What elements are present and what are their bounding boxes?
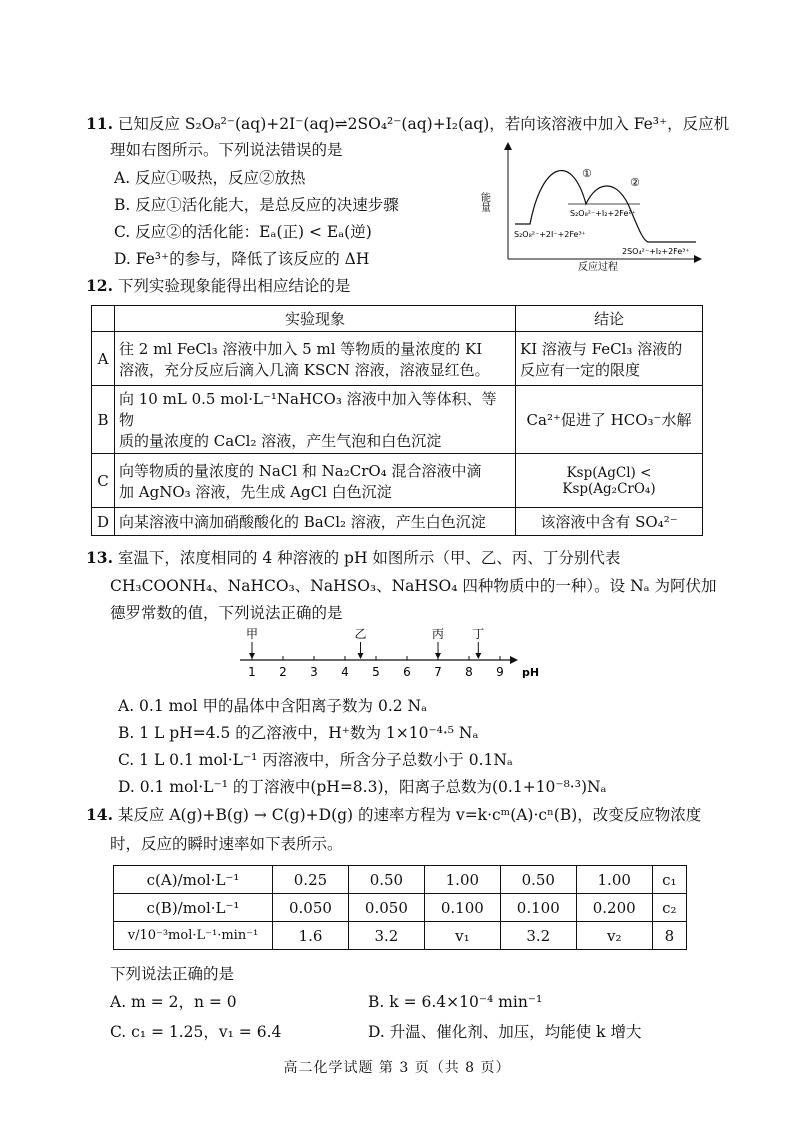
ph-tick-label: 8	[465, 665, 473, 679]
table-row	[114, 922, 687, 950]
q14-option-c: C. c₁ = 1.25，v₁ = 6.4	[110, 1023, 282, 1041]
page-footer: 高二化学试题 第 3 页（共 8 页）	[283, 1060, 511, 1076]
q13-option-a: A. 0.1 mol 甲的晶体中含阳离子数为 0.2 Nₐ	[118, 697, 428, 715]
q13-number: 13.	[86, 548, 113, 567]
phenomenon-cell	[115, 454, 516, 508]
table-cell: 8	[652, 922, 686, 950]
q12-header-label	[92, 306, 115, 332]
energy-diagram	[470, 142, 710, 272]
reactants-label: S₂O₈²⁻+2I⁻+2Fe³⁺	[514, 230, 586, 239]
table-cell: v/10⁻³mol·L⁻¹·min⁻¹	[114, 922, 273, 950]
energy-xlabel: 反应过程	[578, 262, 618, 272]
phenomenon-cell: 向某溶液中滴加硝酸酸化的 BaCl₂ 溶液，产生白色沉淀	[115, 508, 516, 536]
table-row	[92, 386, 703, 454]
q11-stem-line1: 已知反应 S₂O₈²⁻(aq)+2I⁻(aq)⇌2SO₄²⁻(aq)+I₂(aq)，若向该溶液中加入 Fe³⁺，反应机	[117, 115, 730, 133]
ph-unit-label: pH	[522, 666, 540, 679]
conclusion-cell: Ksp(AgCl) < Ksp(Ag₂CrO₄)	[516, 454, 703, 508]
table-cell: 1.00	[424, 866, 500, 894]
ph-tick-label: 2	[279, 665, 287, 679]
q13-option-d: D. 0.1 mol·L⁻¹ 的丁溶液中(pH=8.3)，阳离子总数为(0.1+10⁻⁸·³)Nₐ	[118, 778, 607, 796]
conclusion-cell: 该溶液中含有 SO₄²⁻	[516, 508, 703, 536]
q13-stem-line1: 室温下，浓度相同的 4 种溶液的 pH 如图所示（甲、乙、丙、丁分别代表	[117, 549, 621, 567]
table-cell: v₁	[424, 922, 500, 950]
q13-option-c: C. 1 L 0.1 mol·L⁻¹ 丙溶液中，所含分子总数小于 0.1Nₐ	[118, 751, 513, 769]
conclusion-line: KI 溶液与 FeCl₃ 溶液的	[520, 339, 683, 358]
q14-option-d: D. 升温、催化剂、加压，均能使 k 增大	[368, 1023, 642, 1041]
conclusion-cell	[516, 332, 703, 386]
table-cell: 0.200	[576, 894, 652, 922]
table-row	[92, 454, 703, 508]
q14-number: 14.	[86, 805, 113, 824]
phenomenon-line: 向等物质的量浓度的 NaCl 和 Na₂CrO₄ 混合溶液中滴	[119, 461, 482, 480]
q11-option-b: B. 反应①活化能大，是总反应的决速步骤	[114, 196, 399, 214]
q14-stem-line2: 时，反应的瞬时速率如下表所示。	[110, 835, 343, 853]
phenomenon-line: 溶液，充分反应后滴入几滴 KSCN 溶液，溶液显红色。	[119, 360, 490, 379]
table-cell: 1.6	[273, 922, 349, 950]
q14-prompt: 下列说法正确的是	[110, 965, 235, 983]
q13-option-b: B. 1 L pH=4.5 的乙溶液中，H⁺数为 1×10⁻⁴·⁵ Nₐ	[118, 724, 479, 742]
q14-option-a: A. m = 2，n = 0	[110, 993, 237, 1011]
phenomenon-cell	[115, 386, 516, 454]
q14-option-b: B. k = 6.4×10⁻⁴ min⁻¹	[368, 993, 543, 1011]
energy-ylabel: 能量	[478, 192, 490, 212]
q11-option-d: D. Fe³⁺的参与，降低了该反应的 ΔH	[114, 250, 370, 268]
table-row	[114, 894, 687, 922]
q13-stem-line3: 德罗常数的值，下列说法正确的是	[110, 604, 343, 622]
peak-2-label: ②	[630, 176, 640, 189]
row-label: C	[92, 454, 115, 508]
q12-header-conclusion: 结论	[516, 306, 703, 332]
q11-number: 11.	[86, 114, 113, 133]
table-cell: 0.050	[348, 894, 424, 922]
table-cell: 0.50	[500, 866, 576, 894]
table-cell: 0.050	[273, 894, 349, 922]
phenomenon-cell	[115, 332, 516, 386]
q11-option-a: A. 反应①吸热，反应②放热	[114, 169, 306, 187]
row-label: B	[92, 386, 115, 454]
phenomenon-line: 加 AgNO₃ 溶液，先生成 AgCl 白色沉淀	[119, 482, 392, 501]
ph-axis-arrow	[510, 656, 518, 664]
phenomenon-line: 往 2 ml FeCl₃ 溶液中加入 5 ml 等物质的量浓度的 KI	[119, 339, 483, 358]
table-cell: 0.25	[273, 866, 349, 894]
ph-tick-label: 1	[248, 665, 256, 679]
q14-line1	[86, 805, 701, 825]
conclusion-line: 反应有一定的限度	[520, 360, 641, 379]
q12-header-phenomenon: 实验现象	[115, 306, 516, 332]
conclusion-cell: Ca²⁺促进了 HCO₃⁻水解	[516, 386, 703, 454]
q11-option-c: C. 反应②的活化能：Eₐ(正) < Eₐ(逆)	[114, 223, 372, 241]
table-cell: c₂	[652, 894, 686, 922]
table-cell: 0.100	[424, 894, 500, 922]
table-cell: c₁	[652, 866, 686, 894]
table-cell: c(B)/mol·L⁻¹	[114, 894, 273, 922]
products-label: 2SO₄²⁻+I₂+2Fe³⁺	[622, 247, 690, 256]
q12-number: 12.	[86, 276, 113, 295]
table-cell: c(A)/mol·L⁻¹	[114, 866, 273, 894]
table-cell: v₂	[576, 922, 652, 950]
table-row	[92, 508, 703, 536]
q13-line1	[86, 548, 620, 568]
ph-marker-label: 丁	[472, 627, 485, 641]
phenomenon-line: 向 10 mL 0.5 mol·L⁻¹NaHCO₃ 溶液中加入等体积、等物	[119, 390, 497, 429]
ph-tick-label: 9	[496, 665, 504, 679]
q12-table	[91, 305, 703, 536]
ph-marker-label: 甲	[245, 627, 259, 641]
ph-tick-label: 4	[341, 665, 349, 679]
intermediate-label: S₂O₈²⁻+I₂+2Fe²⁺	[570, 209, 636, 218]
row-label: D	[92, 508, 115, 536]
ph-tick-label: 7	[434, 665, 442, 679]
table-row	[92, 332, 703, 386]
ph-tick-label: 6	[403, 665, 411, 679]
ph-tick-label: 5	[372, 665, 380, 679]
ph-marker-label: 丙	[431, 627, 445, 641]
ph-marker-arrowhead	[435, 653, 441, 659]
table-cell: 1.00	[576, 866, 652, 894]
q13-stem-line2: CH₃COONH₄、NaHCO₃、NaHSO₃、NaHSO₄ 四种物质中的一种）。设 Nₐ 为阿伏加	[110, 577, 717, 595]
ph-marker-arrowhead	[249, 653, 255, 659]
ph-marker-label: 乙	[354, 627, 367, 641]
peak-1-label: ①	[582, 167, 592, 180]
q14-stem-line1: 某反应 A(g)+B(g) → C(g)+D(g) 的速率方程为 v=k·cᵐ(A)·cⁿ(B)，改变反应物浓度	[117, 806, 702, 824]
q12-line	[86, 276, 350, 296]
ph-marker-arrowhead	[358, 653, 364, 659]
table-cell: 0.50	[348, 866, 424, 894]
table-cell: 0.100	[500, 894, 576, 922]
q14-rate-table	[113, 865, 687, 950]
table-row	[114, 866, 687, 894]
row-label: A	[92, 332, 115, 386]
q11-stem-line2: 理如右图所示。下列说法错误的是	[110, 141, 343, 159]
ph-marker-arrowhead	[475, 653, 481, 659]
ph-number-line	[240, 626, 560, 686]
q12-stem: 下列实验现象能得出相应结论的是	[117, 277, 351, 295]
ph-tick-label: 3	[310, 665, 318, 679]
table-cell: 3.2	[348, 922, 424, 950]
table-cell: 3.2	[500, 922, 576, 950]
phenomenon-line: 质的量浓度的 CaCl₂ 溶液，产生气泡和白色沉淀	[119, 432, 442, 450]
q12-header-row	[92, 306, 703, 332]
q11-line1	[86, 114, 729, 134]
